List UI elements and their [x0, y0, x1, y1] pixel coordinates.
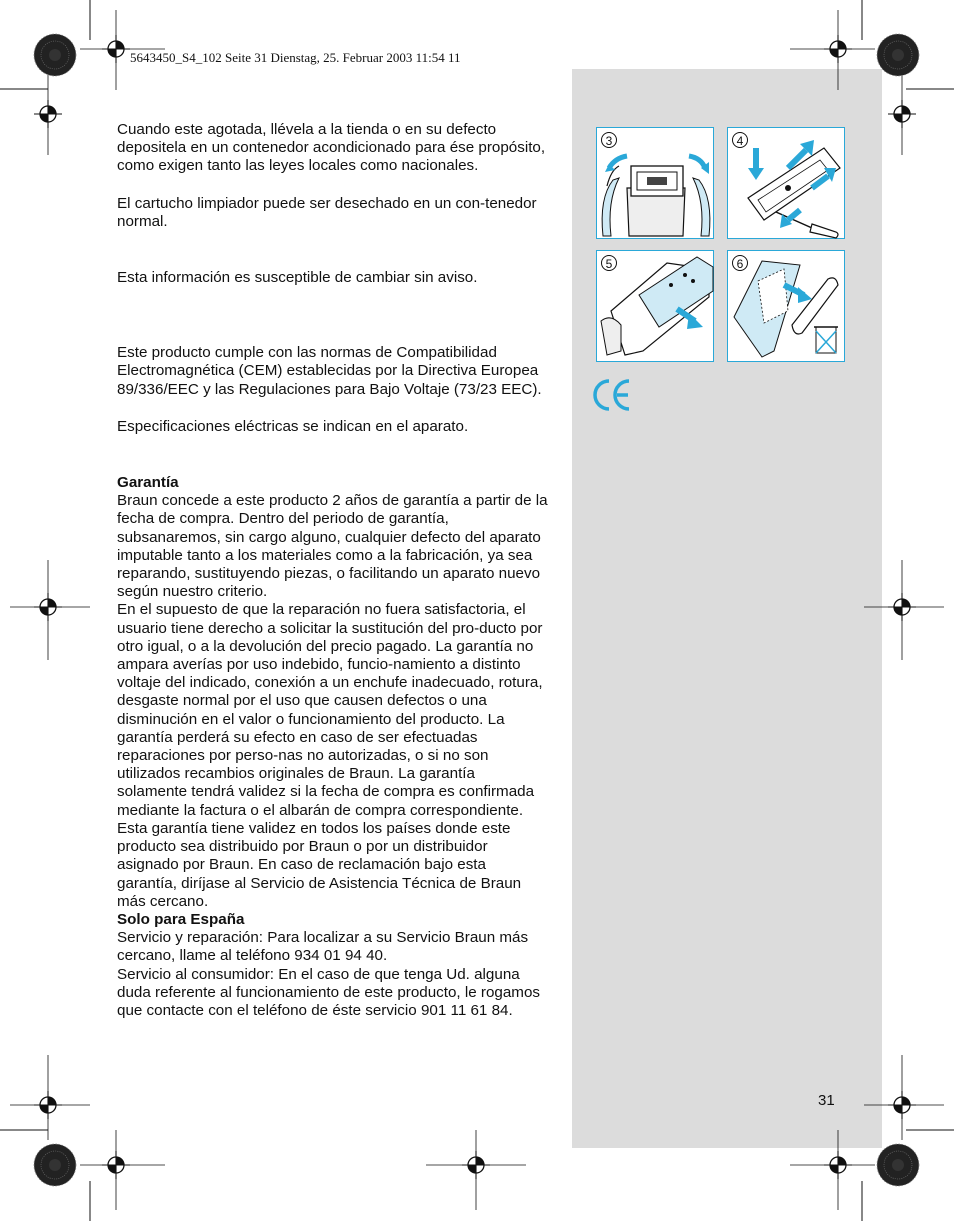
- main-text-column: [117, 121, 549, 1020]
- figure-3: [596, 127, 714, 239]
- figure-5-number: 5: [601, 255, 617, 272]
- battery-disposal-paragraph: Cuando este agotada, llévela a la tienda o en su defecto depositela en un contenedor acondicionado para ése propósito, como exigen tanto las leyes locales como nacionales.: [117, 121, 546, 175]
- cartridge-disposal-paragraph: El cartucho limpiador puede ser desechado en un con-tenedor normal.: [117, 194, 537, 230]
- print-header-info: 5643450_S4_102 Seite 31 Dienstag, 25. Februar 2003 11:54 11: [130, 50, 461, 65]
- page-number: 31: [818, 1092, 835, 1109]
- figure-4-number: 4: [732, 132, 748, 149]
- warranty-paragraph-2: En el supuesto de que la reparación no fuera satisfactoria, el usuario tiene derecho a solicitar la sustitución del pro-ducto por otro igual, o a la devolución del precio pagado. La garantía no ampara averías por uso indebido, funcio-namiento a distinto voltaje del indicado, conexión a un enchufe inadecuado, rotura, desgaste normal por el uso que causen defectos o una disminución en el valor o funcionamiento del producto. La garantía perderá su efecto en caso de ser efectuadas reparaciones por perso-nas no autorizadas, o si no son utilizados recambios originales de Braun. La garantía solamente tendrá validez si la fecha de compra es confirmada mediante la factura o el albarán de compra correspondiente. Esta garantía tiene validez en todos los países donde este producto sea distribuido por Braun o por un distribuidor asignado por Braun. En caso de reclamación bajo esta garantía, diríjase al Servicio de Asistencia Técnica de Braun más cercano.: [117, 601, 543, 910]
- spain-service-paragraph: Servicio y reparación: Para localizar a su Servicio Braun más cercano, llame al teléfono 934 01 94 40.: [117, 929, 529, 965]
- spain-consumer-paragraph: Servicio al consumidor: En el caso de que tenga Ud. alguna duda referente al funcionamiento de este producto, le rogamos que contacte con el teléfono de éste servicio 901 11 61 84.: [117, 965, 540, 1019]
- warranty-heading: Garantía: [117, 474, 179, 492]
- figure-3-number: 3: [601, 132, 617, 149]
- electrical-specs-paragraph: Especificaciones eléctricas se indican en el aparato.: [117, 417, 469, 435]
- change-notice-paragraph: Esta información es susceptible de cambiar sin aviso.: [117, 269, 478, 287]
- warranty-paragraph: Braun concede a este producto 2 años de garantía a partir de la fecha de compra. Dentro del periodo de garantía, subsanaremos, sin cargo alguno, cualquier defecto del aparato imputable tanto a los materiales como a la fabricación, ya sea reparando, sustituyendo piezas, o facilitando un aparato nuevo según nuestro criterio.: [117, 492, 548, 601]
- figure-4: [727, 127, 845, 239]
- spain-heading: Solo para España: [117, 910, 245, 928]
- ce-mark-icon: [591, 377, 633, 413]
- figure-6-number: 6: [732, 255, 748, 272]
- figure-5: [596, 250, 714, 362]
- compliance-paragraph: Este producto cumple con las normas de Compatibilidad Electromagnética (CEM) establecidas por la Directiva Europea 89/336/EEC y las Regulaciones para Bajo Voltaje (73/23 EEC).: [117, 344, 542, 398]
- figure-6: [727, 250, 845, 362]
